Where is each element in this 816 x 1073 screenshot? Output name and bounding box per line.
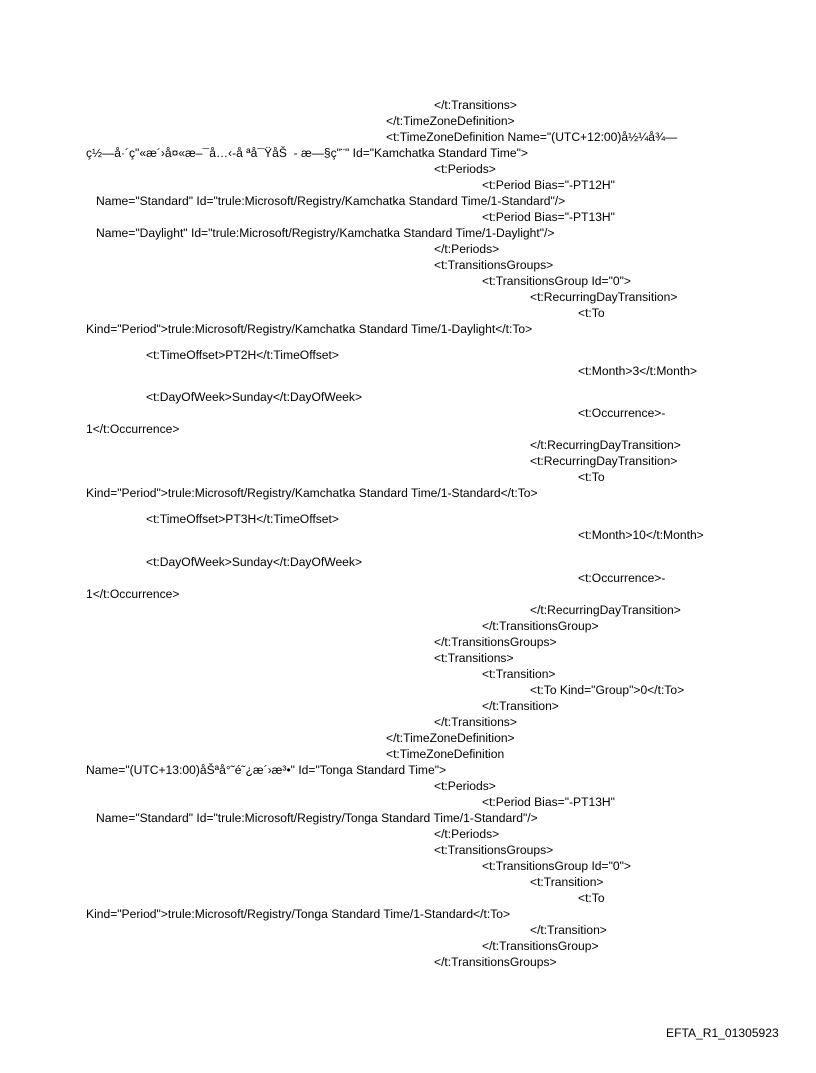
code-line: </t:Transition> bbox=[482, 699, 559, 713]
code-line: <t:Period Bias="-PT13H" bbox=[482, 210, 615, 224]
code-line: </t:Transition> bbox=[530, 923, 607, 937]
code-line: Name="Standard" Id="trule:Microsoft/Registry/Kamchatka Standard Time/1-Standard"/> bbox=[96, 194, 566, 208]
code-line: <t:TimeZoneDefinition Name="(UTC+12:00)å½¼å¾— bbox=[386, 130, 678, 144]
code-line: <t:Occurrence>- bbox=[578, 571, 666, 585]
code-line: <t:RecurringDayTransition> bbox=[530, 290, 678, 304]
code-line: Kind="Period">trule:Microsoft/Registry/Kamchatka Standard Time/1-Daylight</t:To> bbox=[86, 322, 533, 336]
code-line: <t:Occurrence>- bbox=[578, 406, 666, 420]
document-id-footer: EFTA_R1_01305923 bbox=[666, 1026, 779, 1040]
code-line: <t:TransitionsGroup Id="0"> bbox=[482, 859, 631, 873]
code-line: <t:Periods> bbox=[434, 162, 496, 176]
code-line: <t:TransitionsGroup Id="0"> bbox=[482, 274, 631, 288]
code-line: <t:Transition> bbox=[482, 667, 556, 681]
code-line: <t:Period Bias="-PT12H" bbox=[482, 178, 615, 192]
code-line: <t:RecurringDayTransition> bbox=[530, 454, 678, 468]
code-line: <t:Transition> bbox=[530, 875, 604, 889]
code-line: <t:TransitionsGroups> bbox=[434, 843, 554, 857]
code-line: <t:DayOfWeek>Sunday</t:DayOfWeek> bbox=[146, 390, 363, 404]
code-line: <t:Month>10</t:Month> bbox=[578, 528, 704, 542]
code-line: Name="Daylight" Id="trule:Microsoft/Registry/Kamchatka Standard Time/1-Daylight"/> bbox=[96, 226, 555, 240]
code-line: <t:To bbox=[578, 470, 605, 484]
code-line: </t:TransitionsGroups> bbox=[434, 955, 557, 969]
code-line: <t:To Kind="Group">0</t:To> bbox=[530, 683, 685, 697]
code-line: <t:TimeOffset>PT3H</t:TimeOffset> bbox=[146, 512, 339, 526]
code-line: ç½—å·´ç"«æ´›å¤«æ–¯å…‹-å ªå¯ŸåŠ - æ—§ç"¨" Id="Kamchatka Standard Time"> bbox=[86, 146, 528, 160]
code-line: <t:To bbox=[578, 306, 605, 320]
code-line: </t:RecurringDayTransition> bbox=[530, 603, 681, 617]
code-line: <t:TransitionsGroups> bbox=[434, 258, 554, 272]
code-line: <t:TimeOffset>PT2H</t:TimeOffset> bbox=[146, 348, 339, 362]
code-line: </t:Periods> bbox=[434, 242, 500, 256]
code-line: </t:Transitions> bbox=[434, 715, 517, 729]
code-line: </t:TransitionsGroups> bbox=[434, 635, 557, 649]
code-line: Kind="Period">trule:Microsoft/Registry/Kamchatka Standard Time/1-Standard</t:To> bbox=[86, 486, 538, 500]
code-line: </t:TimeZoneDefinition> bbox=[386, 114, 515, 128]
code-line: Name="Standard" Id="trule:Microsoft/Registry/Tonga Standard Time/1-Standard"/> bbox=[96, 811, 538, 825]
code-line: </t:Transitions> bbox=[434, 98, 517, 112]
code-line: <t:Periods> bbox=[434, 779, 496, 793]
code-line: Kind="Period">trule:Microsoft/Registry/Tonga Standard Time/1-Standard</t:To> bbox=[86, 907, 511, 921]
code-line: <t:DayOfWeek>Sunday</t:DayOfWeek> bbox=[146, 555, 363, 569]
code-line: <t:Transitions> bbox=[434, 651, 514, 665]
code-line: <t:TimeZoneDefinition bbox=[386, 747, 505, 761]
code-line: 1</t:Occurrence> bbox=[86, 587, 180, 601]
code-line: 1</t:Occurrence> bbox=[86, 422, 180, 436]
code-line: </t:RecurringDayTransition> bbox=[530, 438, 681, 452]
code-line: <t:Period Bias="-PT13H" bbox=[482, 795, 615, 809]
code-line: <t:To bbox=[578, 891, 605, 905]
code-line: </t:Periods> bbox=[434, 827, 500, 841]
code-line: </t:TransitionsGroup> bbox=[482, 619, 599, 633]
code-line: Name="(UTC+13:00)åŠªå°˜é˜¿æ´›æ³•" Id="Tonga Standard Time"> bbox=[86, 763, 447, 777]
code-line: </t:TimeZoneDefinition> bbox=[386, 731, 515, 745]
code-line: </t:TransitionsGroup> bbox=[482, 939, 599, 953]
code-line: <t:Month>3</t:Month> bbox=[578, 364, 698, 378]
